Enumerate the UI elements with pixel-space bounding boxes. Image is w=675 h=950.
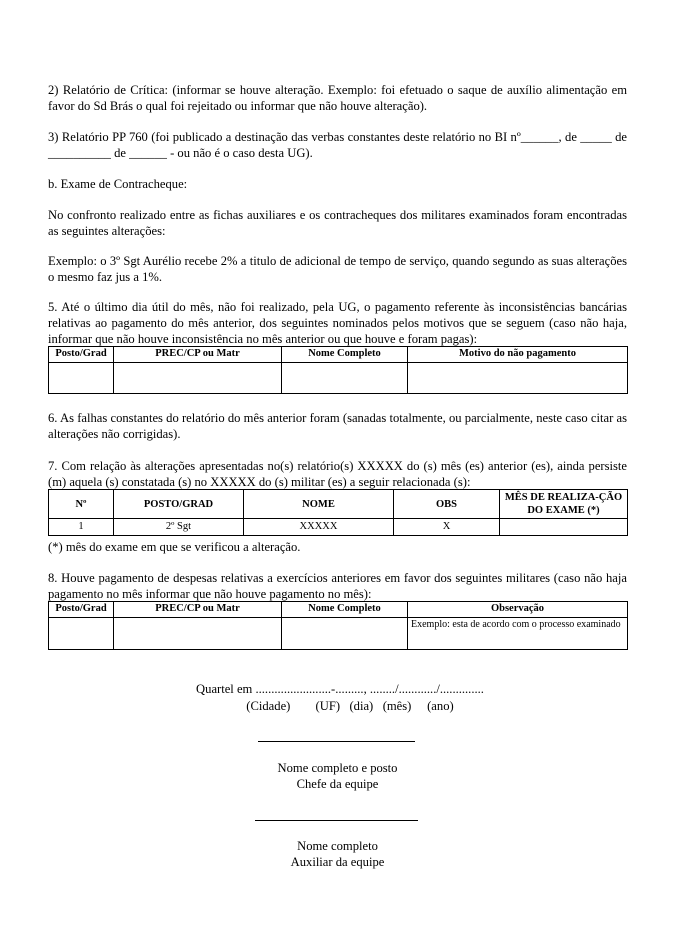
- chief-name: Nome completo e posto: [277, 761, 398, 775]
- aux-signature-line: [255, 820, 418, 821]
- chief-signature-line: [258, 741, 415, 742]
- table-8-cell: [114, 618, 282, 650]
- table-8-cell: [49, 618, 114, 650]
- table-5-header: Motivo do não pagamento: [408, 347, 628, 363]
- table-5-header-row: [49, 347, 628, 363]
- aux-role: Auxiliar da equipe: [290, 855, 385, 869]
- table-5-header: Posto/Grad: [49, 347, 114, 363]
- table-5-cell: [114, 363, 282, 394]
- table-5-header: PREC/CP ou Matr: [114, 347, 282, 363]
- item-7-note: (*) mês do exame em que se verificou a alteração.: [48, 540, 301, 554]
- table-8-header: Observação: [408, 602, 628, 618]
- table-7-header: Nº: [49, 490, 114, 519]
- table-5-cell: [282, 363, 408, 394]
- table-7: [48, 489, 628, 536]
- table-7-cell: 1: [49, 519, 114, 536]
- aux-name: Nome completo: [297, 839, 378, 853]
- table-7-header: NOME: [244, 490, 394, 519]
- table-7-cell: X: [394, 519, 500, 536]
- table-8-header: PREC/CP ou Matr: [114, 602, 282, 618]
- table-8-row: [49, 618, 628, 650]
- table-7-header: POSTO/GRAD: [114, 490, 244, 519]
- table-8-header-row: [49, 602, 628, 618]
- table-8-obs-cell: Exemplo: esta de acordo com o processo examinado: [408, 618, 628, 650]
- chief-role: Chefe da equipe: [296, 777, 379, 791]
- table-7-header: OBS: [394, 490, 500, 519]
- table-5-header: Nome Completo: [282, 347, 408, 363]
- table-7-header: MÊS DE REALIZA-ÇÃO DO EXAME (*): [500, 490, 628, 519]
- table-7-header-row: [49, 490, 628, 519]
- table-7-cell: [500, 519, 628, 536]
- table-5-cell: [49, 363, 114, 394]
- item-5-text: 5. Até o último dia útil do mês, não foi realizado, pela UG, o pagamento referente às inconsistências bancárias relativas ao pagamento do mês anterior, dos seguintes nominados pelos motivos que se seguem (caso não haja, informar que não houve inconsistência no mês anterior ou que houve e foram pagas):: [48, 300, 627, 346]
- item-2-critica: 2) Relatório de Crítica: (informar se houve alteração. Exemplo: foi efetuado o saque de auxílio alimentação em favor do Sd Brás o qual foi rejeitado ou informar que não houve alteração).: [48, 83, 627, 113]
- table-5: [48, 346, 628, 394]
- table-5-cell: [408, 363, 628, 394]
- table-8-header: Posto/Grad: [49, 602, 114, 618]
- table-7-cell: XXXXX: [244, 519, 394, 536]
- signature-place-labels: (Cidade) (UF) (dia) (mês) (ano): [246, 699, 454, 713]
- signature-place-line: Quartel em ........................-........., ......../............/..............: [196, 682, 484, 696]
- table-7-cell: 2º Sgt: [114, 519, 244, 536]
- item-3-pp760: 3) Relatório PP 760 (foi publicado a destinação das verbas constantes deste relatório no BI nº______, de _____ de __________ de ______ - ou não é o caso desta UG).: [48, 130, 627, 160]
- section-b-text: No confronto realizado entre as fichas auxiliares e os contracheques dos militares examinados foram encontradas as seguintes alterações:: [48, 208, 627, 238]
- table-8-header: Nome Completo: [282, 602, 408, 618]
- table-8-cell: [282, 618, 408, 650]
- item-6-text: 6. As falhas constantes do relatório do mês anterior foram (sanadas totalmente, ou parcialmente, neste caso citar as alterações não corrigidas).: [48, 411, 627, 441]
- section-b-example: Exemplo: o 3º Sgt Aurélio recebe 2% a titulo de adicional de tempo de serviço, quando segundo as suas alterações o mesmo faz jus a 1%.: [48, 254, 627, 284]
- table-8: [48, 601, 628, 650]
- table-5-row: [49, 363, 628, 394]
- section-b-title: b. Exame de Contracheque:: [48, 177, 188, 191]
- item-8-text: 8. Houve pagamento de despesas relativas a exercícios anteriores em favor dos seguintes militares (caso não haja pagamento no mês informar que não houve pagamento no mês):: [48, 571, 627, 601]
- item-7-text: 7. Com relação às alterações apresentadas no(s) relatório(s) XXXXX do (s) mês (es) anterior (es), ainda persiste (m) aquela (s) constatada (s) no XXXXX do (s) militar (es) a seguir relacionada (s):: [48, 459, 627, 489]
- table-row: [49, 519, 628, 536]
